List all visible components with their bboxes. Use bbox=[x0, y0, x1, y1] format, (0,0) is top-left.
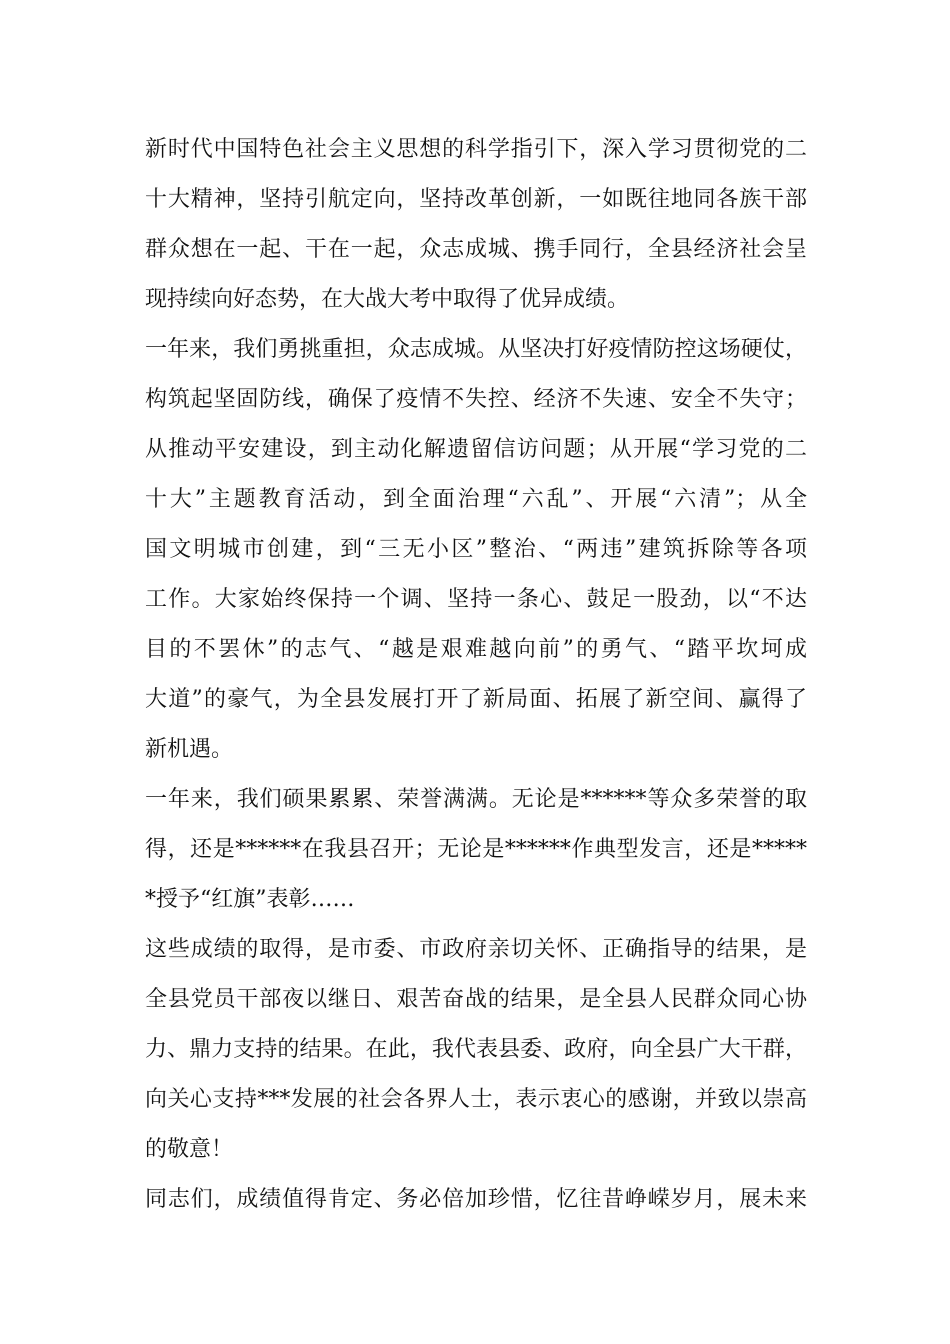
text-line: 目的不罢休”的志气、“越是艰难越向前”的勇气、“踏平坎坷成 bbox=[145, 637, 807, 662]
text-line: 一年来，我们勇挑重担，众志成城。从坚决打好疫情防控这场硬仗， bbox=[145, 337, 807, 362]
text-line: 构筑起坚固防线，确保了疫情不失控、经济不失速、安全不失守； bbox=[145, 387, 807, 412]
text-line: 群众想在一起、干在一起，众志成城、携手同行，全县经济社会呈 bbox=[145, 237, 807, 262]
text-line: 同志们，成绩值得肯定、务必倍加珍惜，忆往昔峥嵘岁月，展未来 bbox=[145, 1187, 807, 1212]
text-line: 十大精神，坚持引航定向，坚持改革创新，一如既往地同各族干部 bbox=[145, 187, 807, 212]
text-line: 从推动平安建设，到主动化解遗留信访问题；从开展“学习党的二 bbox=[145, 437, 807, 462]
document-body bbox=[145, 135, 807, 1235]
text-line: 十大”主题教育活动，到全面治理“六乱”、开展“六清”；从全 bbox=[145, 487, 807, 512]
text-line: *授予“红旗”表彰…… bbox=[145, 887, 355, 912]
text-line: 国文明城市创建，到“三无小区”整治、“两违”建筑拆除等各项 bbox=[145, 537, 807, 562]
text-line: 一年来，我们硕果累累、荣誉满满。无论是******等众多荣誉的取 bbox=[145, 787, 807, 812]
text-line: 全县党员干部夜以继日、艰苦奋战的结果，是全县人民群众同心协 bbox=[145, 987, 807, 1012]
text-line: 现持续向好态势，在大战大考中取得了优异成绩。 bbox=[145, 287, 630, 312]
text-line: 新时代中国特色社会主义思想的科学指引下，深入学习贯彻党的二 bbox=[145, 137, 807, 162]
text-line: 力、鼎力支持的结果。在此，我代表县委、政府，向全县广大干群， bbox=[145, 1037, 807, 1062]
text-line: 新机遇。 bbox=[145, 737, 234, 762]
text-line: 大道”的豪气，为全县发展打开了新局面、拓展了新空间、赢得了 bbox=[145, 687, 807, 712]
text-line: 这些成绩的取得，是市委、市政府亲切关怀、正确指导的结果，是 bbox=[145, 937, 807, 962]
text-line: 得，还是******在我县召开；无论是******作典型发言，还是***** bbox=[145, 837, 807, 862]
text-line: 的敬意！ bbox=[145, 1137, 234, 1162]
text-line: 向关心支持***发展的社会各界人士，表示衷心的感谢，并致以崇高 bbox=[145, 1087, 807, 1112]
text-line: 工作。大家始终保持一个调、坚持一条心、鼓足一股劲，以“不达 bbox=[145, 587, 807, 612]
